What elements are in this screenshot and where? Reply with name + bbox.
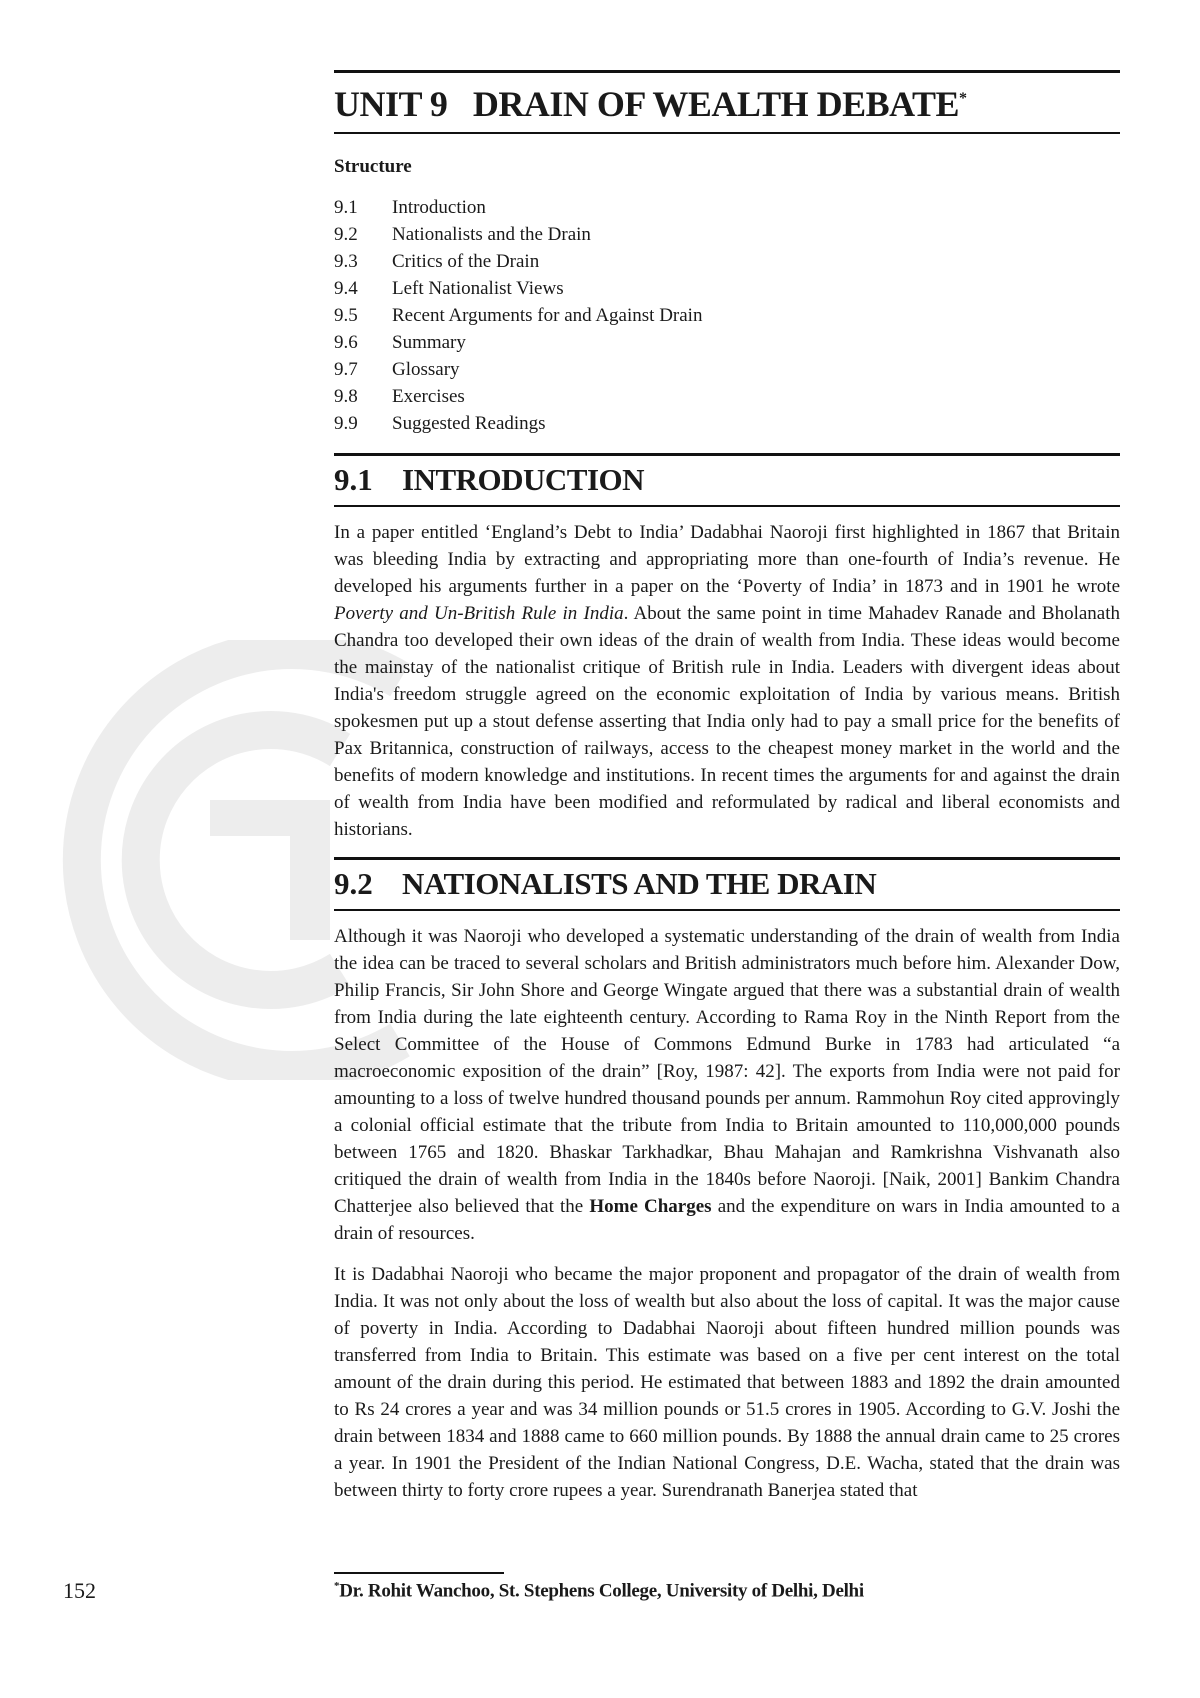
toc-number: 9.1 bbox=[334, 197, 358, 218]
introduction-paragraph bbox=[334, 519, 1120, 843]
toc-item[interactable] bbox=[334, 410, 1120, 437]
nationalists-paragraph-1 bbox=[334, 923, 1120, 1247]
toc-number: 9.9 bbox=[334, 413, 358, 434]
section-heading-introduction bbox=[334, 453, 1120, 507]
toc-label: Critics of the Drain bbox=[392, 251, 540, 272]
toc-label: Left Nationalist Views bbox=[392, 278, 564, 299]
footnote-text: Dr. Rohit Wanchoo, St. Stephens College, University of Delhi, Delhi bbox=[339, 1580, 864, 1602]
paragraph-text: and the expenditure on wars in India amounted to a drain of resources. bbox=[334, 1196, 1120, 1244]
toc-label: Glossary bbox=[392, 359, 460, 380]
structure-heading: Structure bbox=[334, 156, 412, 177]
toc-item[interactable] bbox=[334, 356, 1120, 383]
toc-number: 9.6 bbox=[334, 332, 358, 353]
toc-item[interactable] bbox=[334, 383, 1120, 410]
toc-item[interactable] bbox=[334, 302, 1120, 329]
section-title: INTRODUCTION bbox=[402, 462, 645, 497]
page-content bbox=[334, 70, 1120, 1518]
paragraph-text: Although it was Naoroji who developed a systematic understanding of the drain of wealth from India the idea can be traced to several scholars and British administrators much before him. Alexander Dow, Philip Francis, Sir John Shore and George Wingate argued that there was a substantial drain of wealth from India during the late eighteenth century. According to Rama Roy in the Ninth Report from the Select Committee of the House of Commons Edmund Burke in 1783 had articulated “a macroeconomic exposition of the drain” [Roy, 1987: 42]. The exports from India were not paid for amounting to a loss of twelve hundred thousand pounds per annum. Rammohun Roy cited approvingly a colonial official estimate that the tribute from India to Britain amounted to 110,000,000 pounds between 1765 and 1820. Bhaskar Tarkhadkar, Bhau Mahajan and Ramkrishna Vishvanath also critiqued the drain of wealth from India in the 1840s before Naoroji. [Naik, 2001] Bankim Chandra Chatterjee also believed that the bbox=[334, 926, 1120, 1217]
toc-number: 9.2 bbox=[334, 224, 358, 245]
toc-item[interactable] bbox=[334, 194, 1120, 221]
toc-label: Suggested Readings bbox=[392, 413, 546, 434]
unit-title-text: UNIT 9 DRAIN OF WEALTH DEBATE bbox=[334, 84, 959, 124]
toc-number: 9.7 bbox=[334, 359, 358, 380]
footnote-divider bbox=[334, 1572, 504, 1574]
toc-item[interactable] bbox=[334, 248, 1120, 275]
toc-label: Introduction bbox=[392, 197, 486, 218]
section-number: 9.1 bbox=[334, 462, 373, 497]
paragraph-text: In a paper entitled ‘England’s Debt to India’ Dadabhai Naoroji first highlighted in 1867 that Britain was bleeding India by extracting and appropriating more than one-fourth of India’s revenue. He developed his arguments further in a paper on the ‘Poverty of India’ in 1873 and in 1901 he wrote bbox=[334, 522, 1120, 597]
paragraph-text: . About the same point in time Mahadev Ranade and Bholanath Chandra too developed their own ideas of the drain of wealth from India. These ideas would become the mainstay of the nationalist critique of British rule in India. Leaders with divergent ideas about India's freedom struggle agreed on the economic exploitation of India by various means. British spokesmen put up a stout defense asserting that India only had to pay a small price for the benefits of Pax Britannica, construction of railways, access to the cheapest money market in the world and the benefits of modern knowledge and institutions. In recent times the arguments for and against the drain of wealth from India have been modified and reformulated by radical and liberal economists and historians. bbox=[334, 603, 1120, 840]
table-of-contents bbox=[334, 194, 1120, 437]
unit-title-block bbox=[334, 70, 1120, 134]
toc-label: Nationalists and the Drain bbox=[392, 224, 591, 245]
toc-label: Exercises bbox=[392, 386, 465, 407]
section-title: NATIONALISTS AND THE DRAIN bbox=[402, 866, 877, 901]
toc-label: Recent Arguments for and Against Drain bbox=[392, 305, 703, 326]
toc-label: Summary bbox=[392, 332, 466, 353]
section-number: 9.2 bbox=[334, 866, 373, 901]
section-heading-nationalists bbox=[334, 857, 1120, 911]
footnote-marker[interactable]: * bbox=[958, 90, 967, 107]
toc-number: 9.8 bbox=[334, 386, 358, 407]
glossary-term: Home Charges bbox=[589, 1196, 712, 1217]
toc-item[interactable] bbox=[334, 329, 1120, 356]
toc-number: 9.4 bbox=[334, 278, 358, 299]
toc-item[interactable] bbox=[334, 275, 1120, 302]
book-title: Poverty and Un-British Rule in India bbox=[334, 603, 624, 624]
unit-title bbox=[334, 77, 1120, 126]
toc-number: 9.3 bbox=[334, 251, 358, 272]
footnote-mark: * bbox=[334, 1580, 340, 1592]
author-footnote bbox=[334, 1580, 864, 1602]
toc-item[interactable] bbox=[334, 221, 1120, 248]
page-number: 152 bbox=[63, 1578, 96, 1603]
toc-number: 9.5 bbox=[334, 305, 358, 326]
nationalists-paragraph-2: It is Dadabhai Naoroji who became the major proponent and propagator of the drain of wealth from India. It was not only about the loss of wealth but also about the loss of capital. It was the major cause of poverty in India. According to Dadabhai Naoroji about fifteen hundred million pounds was transferred from India to Britain. This estimate was based on a five per cent interest on the total amount of the drain during this period. He estimated that between 1883 and 1892 the drain amounted to Rs 24 crores a year and was 34 million pounds or 51.5 crores in 1905. According to G.V. Joshi the drain between 1834 and 1888 came to 660 million pounds. By 1888 the annual drain came to 25 crores a year. In 1901 the President of the Indian National Congress, D.E. Wacha, stated that the drain was between thirty to forty crore rupees a year. Surendranath Banerjea stated that bbox=[334, 1264, 1120, 1501]
